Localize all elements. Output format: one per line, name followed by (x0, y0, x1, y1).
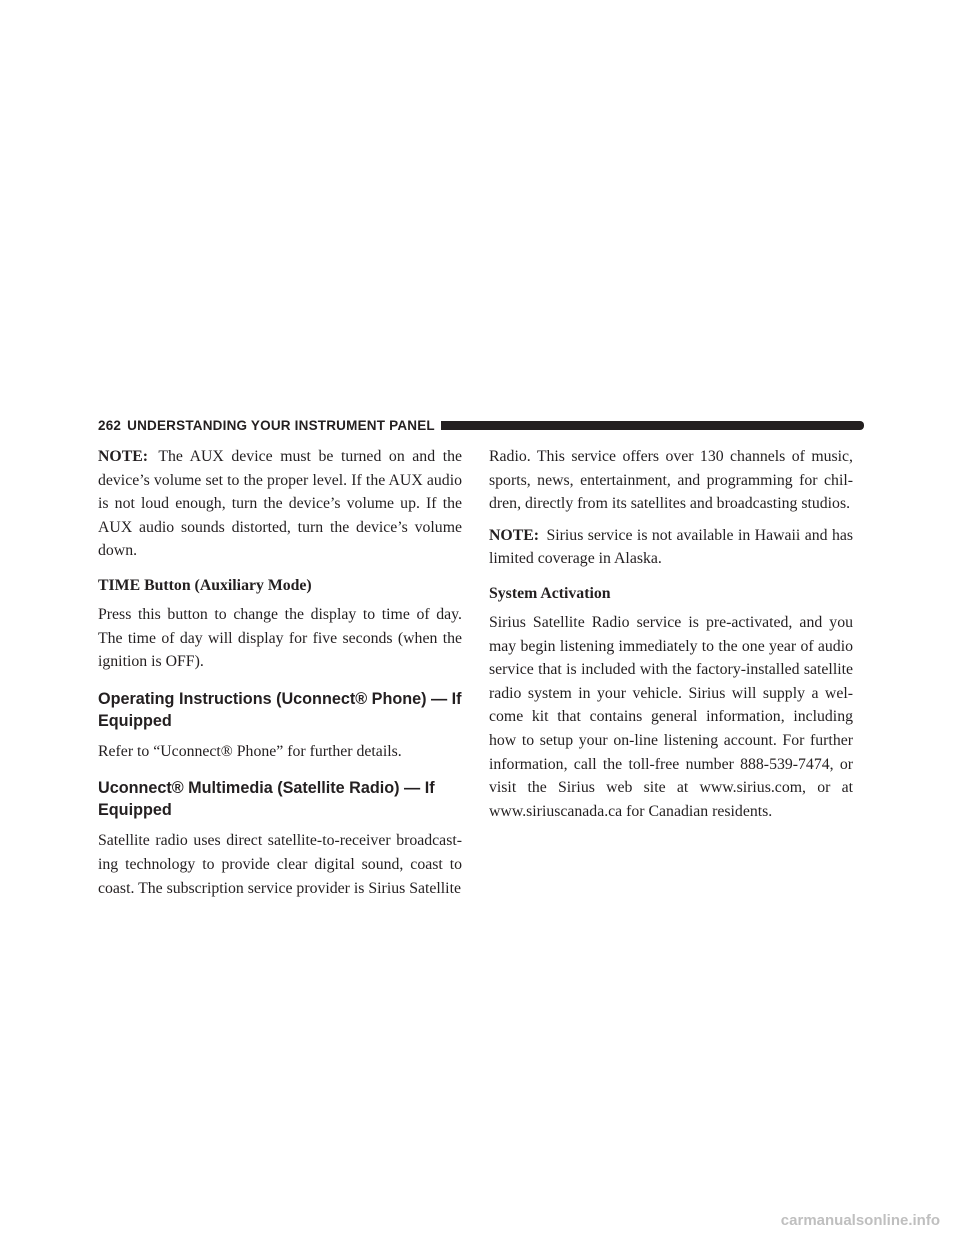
time-button-paragraph: Press this button to change the display to time of day. The time of day will display for five seconds (when the ignition is OFF). (98, 605, 462, 671)
note-text: The AUX device must be turned on and the device’s volume set to the proper level. If the AUX audio is not loud enough, turn the device’s volume up. If the AUX audio sounds distorted, turn the device’s volume down. (98, 448, 462, 560)
page-number: 262 (98, 417, 122, 433)
continued-paragraph: Radio. This service offers over 130 channels of music, sports, news, entertainment, and programming for chil-dren, directly from its satellites and broadcasting studios. (489, 448, 853, 513)
note-label: NOTE: (489, 526, 540, 544)
note-text: Sirius service is not available in Hawaii and has limited coverage in Alaska. (489, 526, 853, 568)
note-sirius-paragraph (489, 524, 853, 571)
watermark: carmanualsonline.info (780, 1212, 940, 1229)
multimedia-paragraph: Satellite radio uses direct satellite-to-receiver broadcast-ing technology to provide clear digital sound, coast to coast. The subscription service provider is Sirius Satellite (98, 832, 462, 897)
phone-paragraph: Refer to “Uconnect® Phone” for further details. (98, 742, 402, 760)
system-activation-heading: System Activation (489, 584, 611, 602)
note-label: NOTE: (98, 448, 149, 465)
right-column (489, 445, 853, 831)
system-activation-paragraph: Sirius Satellite Radio service is pre-activated, and you may begin listening immediately to the one year of audio service that is included with the factory-installed satellite radio system in your vehicle. Sirius will supply a wel-come kit that contains general information, including how to setup your on-line listening account. For further information, call the toll-free number 888-539-7474, or visit the Sirius web site at www.sirius.com, or at www.siriuscanada.ca for Canadian residents. (489, 613, 853, 820)
multimedia-heading: Uconnect® Multimedia (Satellite Radio) — If Equipped (98, 779, 435, 820)
page-header (98, 416, 864, 434)
section-title: UNDERSTANDING YOUR INSTRUMENT PANEL (127, 417, 435, 433)
phone-heading: Operating Instructions (Uconnect® Phone) — If Equipped (98, 689, 462, 730)
header-rule (441, 421, 864, 430)
left-column (98, 445, 462, 908)
time-button-heading: TIME Button (Auxiliary Mode) (98, 576, 312, 594)
note-aux-paragraph (98, 445, 462, 563)
